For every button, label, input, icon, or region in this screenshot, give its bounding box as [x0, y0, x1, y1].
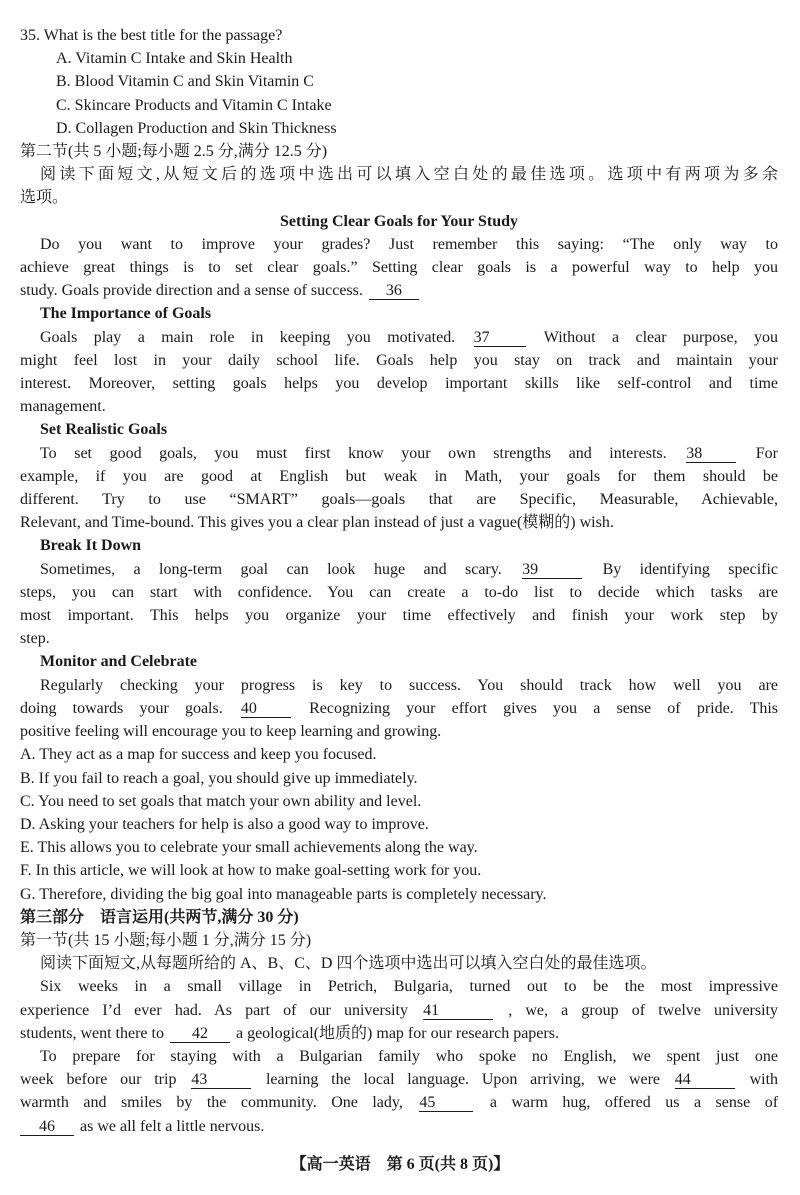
blank-36[interactable]: 36	[369, 282, 419, 300]
passage-p5-line-2	[20, 697, 778, 720]
passage-p1-text: study. Goals provide direction and a sense of success.	[20, 282, 363, 300]
passage-p1-line-2: achieve great things is to set clear goals.” Setting clear goals is a powerful way to help you	[20, 259, 778, 277]
section-2-instruction-line-2: 选项。	[20, 189, 69, 207]
cloze-p1-line-3	[20, 1022, 778, 1045]
cloze-p2-text-a: week before our trip	[20, 1071, 177, 1089]
option-list-d: D. Asking your teachers for help is also a good way to improve.	[20, 815, 429, 833]
question-35-stem: 35. What is the best title for the passage?	[20, 27, 283, 44]
blank-45[interactable]: 45	[419, 1094, 473, 1112]
option-d: D. Collagen Production and Skin Thickness	[56, 119, 337, 137]
cloze-p2-text-f: as we all felt a little nervous.	[80, 1117, 265, 1135]
passage-p4-line-3: most important. This helps you organize your time effectively and finish your work step by	[20, 607, 778, 625]
passage-p3-line-1	[20, 442, 778, 465]
option-list-c: C. You need to set goals that match your own ability and level.	[20, 792, 422, 810]
option-list-a: A. They act as a map for success and keep you focused.	[20, 746, 377, 764]
cloze-p1-text-c: students, went there to	[20, 1024, 164, 1042]
passage-p3-line-3: different. Try to use “SMART” goals—goals that are Specific, Measurable, Achievable,	[20, 491, 778, 509]
blank-41[interactable]: 41	[423, 1002, 493, 1020]
option-a: A. Vitamin C Intake and Skin Health	[56, 50, 293, 68]
blank-38[interactable]: 38	[686, 445, 736, 463]
passage-p5-text-b: Recognizing your effort gives you a sense of pride. This	[309, 699, 779, 717]
passage-title: Setting Clear Goals for Your Study	[279, 212, 519, 230]
blank-46[interactable]: 46	[20, 1118, 74, 1136]
passage-p1-line-1: Do you want to improve your grades? Just remember this saying: “The only way to	[40, 235, 778, 253]
cloze-p2-text-d: warmth and smiles by the community. One lady,	[20, 1094, 403, 1112]
passage-p4-text-a: Sometimes, a long-term goal can look huge and scary.	[40, 560, 502, 578]
passage-p3-line-4: Relevant, and Time-bound. This gives you a clear plan instead of just a vague(模糊的) wish.	[20, 514, 614, 532]
passage-p1-line-3	[20, 279, 778, 302]
part-3-section-1-heading: 第一节(共 15 小题;每小题 1 分,满分 15 分)	[20, 931, 312, 949]
passage-p5-line-1: Regularly checking your progress is key to success. You should track how well you are	[40, 676, 778, 694]
passage-p4-line-2: steps, you can start with confidence. You can create a to-do list to decide which tasks are	[20, 583, 778, 601]
cloze-p2-text-e: a warm hug, offered us a sense of	[489, 1094, 779, 1112]
subheading-realistic: Set Realistic Goals	[40, 421, 168, 439]
cloze-p2-line-3	[20, 1091, 778, 1114]
subheading-monitor: Monitor and Celebrate	[40, 653, 198, 671]
cloze-p2-line-4	[20, 1115, 778, 1138]
cloze-p2-line-1: To prepare for staying with a Bulgarian family who spoke no English, we spent just one	[40, 1047, 778, 1065]
subheading-break-down: Break It Down	[40, 537, 142, 555]
blank-44[interactable]: 44	[675, 1071, 735, 1089]
passage-p2-line-1	[20, 326, 778, 349]
blank-42[interactable]: 42	[170, 1025, 230, 1043]
option-b: B. Blood Vitamin C and Skin Vitamin C	[56, 73, 314, 91]
blank-39[interactable]: 39	[522, 561, 582, 579]
passage-p3-text-b: For	[755, 444, 779, 462]
blank-37[interactable]: 37	[474, 329, 526, 347]
passage-p2-text-b: Without a clear purpose, you	[543, 328, 779, 346]
cloze-p1-text-d: a geological(地质的) map for our research papers.	[235, 1024, 559, 1042]
passage-p4-text-b: By identifying specific	[602, 560, 779, 578]
option-c: C. Skincare Products and Vitamin C Intake	[56, 96, 332, 114]
passage-p5-line-3: positive feeling will encourage you to keep learning and growing.	[20, 723, 442, 741]
section-2-instruction-line-1: 阅读下面短文,从短文后的选项中选出可以填入空白处的最佳选项。选项中有两项为多余	[40, 166, 778, 184]
passage-p3-line-2: example, if you are good at English but weak in Math, your goals for them should be	[20, 467, 778, 485]
passage-p4-line-1	[20, 558, 778, 581]
passage-p2-text-a: Goals play a main role in keeping you motivated.	[40, 328, 456, 346]
option-list-f: F. In this article, we will look at how to make goal-setting work for you.	[20, 862, 482, 880]
cloze-p2-text-c: with	[749, 1071, 779, 1089]
part-3-heading: 第三部分 语言运用(共两节,满分 30 分)	[20, 908, 299, 926]
cloze-p2-line-2	[20, 1068, 778, 1091]
cloze-p1-line-1: Six weeks in a small village in Petrich, Bulgaria, turned out to be the most impressive	[40, 978, 778, 996]
passage-p4-line-4: step.	[20, 630, 50, 648]
part-3-instruction: 阅读下面短文,从每题所给的 A、B、C、D 四个选项中选出可以填入空白处的最佳选项。	[40, 955, 657, 973]
cloze-p1-text-b: , we, a group of twelve university	[508, 1001, 778, 1019]
section-2-heading: 第二节(共 5 小题;每小题 2.5 分,满分 12.5 分)	[20, 143, 328, 161]
option-list-e: E. This allows you to celebrate your small achievements along the way.	[20, 839, 478, 857]
option-list-g: G. Therefore, dividing the big goal into manageable parts is completely necessary.	[20, 885, 547, 903]
passage-p2-line-4: management.	[20, 398, 106, 416]
blank-43[interactable]: 43	[191, 1071, 251, 1089]
cloze-p1-line-2	[20, 999, 778, 1022]
page-content	[20, 24, 778, 1138]
passage-p3-text-a: To set good goals, you must first know your own strengths and interests.	[40, 444, 667, 462]
passage-p5-text-a: doing towards your goals.	[20, 699, 223, 717]
cloze-p1-text-a: experience I’d ever had. As part of our university	[20, 1001, 408, 1019]
blank-40[interactable]: 40	[241, 700, 291, 718]
option-list-b: B. If you fail to reach a goal, you should give up immediately.	[20, 769, 418, 787]
subheading-importance: The Importance of Goals	[40, 305, 212, 323]
page-footer: 【高一英语 第 6 页(共 8 页)】	[290, 1156, 510, 1173]
cloze-p2-text-b: learning the local language. Upon arriving, we were	[265, 1071, 661, 1089]
passage-p2-line-2: might feel lost in your daily school life. Goals help you stay on track and maintain your	[20, 351, 778, 369]
passage-p2-line-3: interest. Moreover, setting goals helps you develop important skills like self-control and time	[20, 375, 778, 393]
